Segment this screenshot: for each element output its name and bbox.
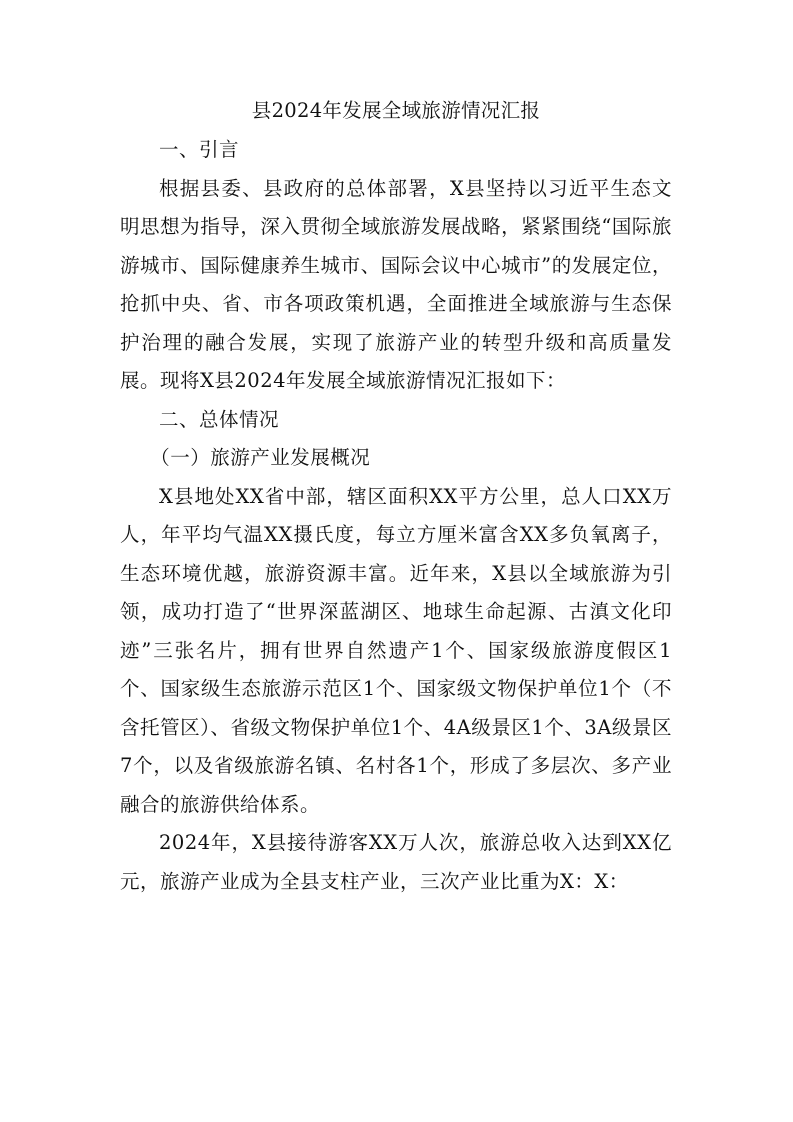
subsection-heading-tourism-industry: （一）旅游产业发展概况: [150, 446, 371, 469]
document-body: [120, 98, 672, 901]
paragraph-county-overview: X县地处XX省中部，辖区面积XX平方公里，总人口XX万人，年平均气温XX摄氏度，每立方厘米富含XX多负氧离子，生态环境优越，旅游资源丰富。近年来，X县以全域旅游为引领，成功打造了“世界深蓝湖区、地球生命起源、古滇文化印迹”三张名片，拥有世界自然遗产1个、国家级旅游度假区1个、国家级生态旅游示范区1个、国家级文物保护单位1个（不含托管区）、省级文物保护单位1个、4A级景区1个、3A级景区7个，以及省级旅游名镇、名村各1个，形成了多层次、多产业融合的旅游供给体系。: [120, 484, 672, 816]
section-heading-introduction: 一、引言: [159, 138, 240, 161]
paragraph-2024-statistics: 2024年，X县接待游客XX万人次，旅游总收入达到XX亿元，旅游产业成为全县支柱产业，三次产业比重为X：X：: [120, 831, 672, 893]
document-title: 县2024年发展全域旅游情况汇报: [251, 99, 541, 122]
section-heading-overview: 二、总体情况: [159, 407, 280, 431]
paragraph-introduction: 根据县委、县政府的总体部署，X县坚持以习近平生态文明思想为指导，深入贯彻全域旅游发展战略，紧紧围绕“国际旅游城市、国际健康养生城市、国际会议中心城市”的发展定位，抢抓中央、省、市各项政策机遇，全面推进全域旅游与生态保护治理的融合发展，实现了旅游产业的转型升级和高质量发展。现将X县2024年发展全域旅游情况汇报如下：: [120, 176, 672, 392]
